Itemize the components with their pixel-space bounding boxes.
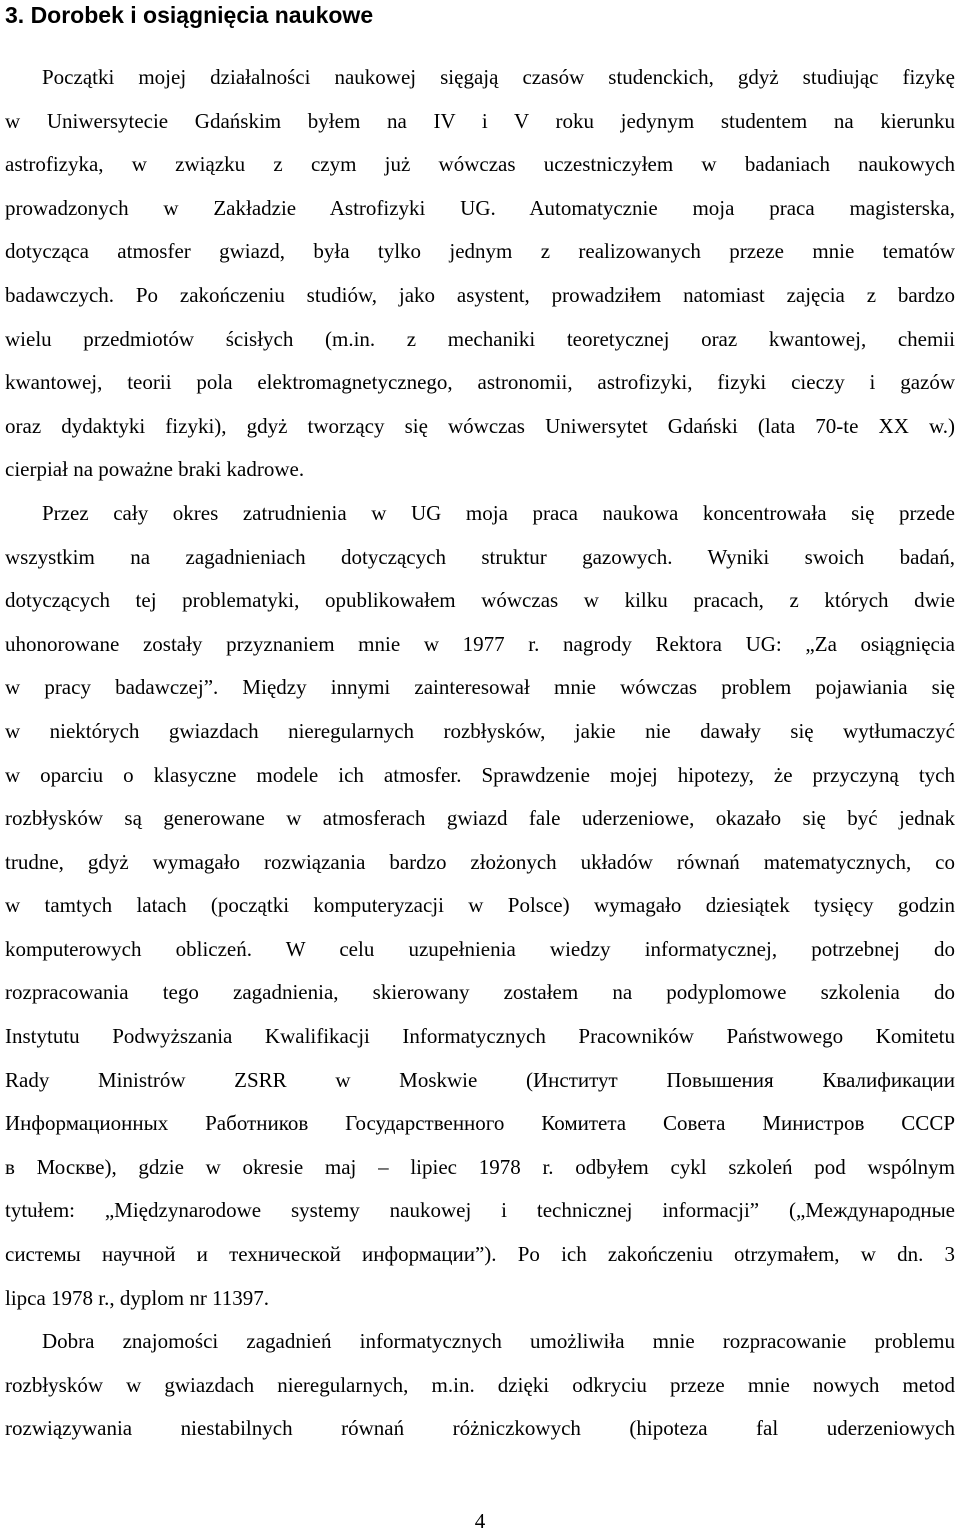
- text-line: astrofizyka, w związku z czym już wówczas uczestniczyłem w badaniach naukowych: [5, 152, 955, 177]
- text-line: prowadzonych w Zakładzie Astrofizyki UG. Automatycznie moja praca magisterska,: [5, 195, 955, 220]
- text-line: w oparciu o klasyczne modele ich atmosfer. Sprawdzenie mojej hipotezy, że przyczyną tych: [5, 762, 955, 787]
- text-line: в Москве), gdzie w okresie maj – lipiec 1978 r. odbyłem cykl szkoleń pod wspólnym: [5, 1154, 955, 1179]
- text-line: trudne, gdyż wymagało rozwiązania bardzo złożonych układów równań matematycznych, co: [5, 849, 955, 874]
- paragraph-1: [5, 56, 955, 492]
- text-line: lipca 1978 r., dyplom nr 11397.: [5, 1285, 270, 1310]
- text-line: Dobra znajomości zagadnień informatycznych umożliwiła mnie rozpracowanie problemu: [42, 1329, 955, 1354]
- text-line: badawczych. Po zakończeniu studiów, jako asystent, prowadziłem natomiast zajęcia z bardzo: [5, 282, 955, 307]
- paragraph-3: [5, 1320, 955, 1451]
- text-line: wielu przedmiotów ścisłych (m.in. z mechaniki teoretycznej oraz kwantowej, chemii: [5, 326, 955, 351]
- text-line: wszystkim na zagadnieniach dotyczących struktur gazowych. Wyniki swoich badań,: [5, 544, 955, 569]
- text-line: w Uniwersytecie Gdańskim byłem na IV i V roku jedynym studentem na kierunku: [5, 108, 955, 133]
- text-line: Początki mojej działalności naukowej sięgają czasów studenckich, gdyż studiując fizykę: [42, 65, 955, 89]
- text-line: dotyczących tej problematyki, opublikowałem wówczas w kilku pracach, z których dwie: [5, 588, 955, 613]
- text-line: Rady Ministrów ZSRR w Moskwie (Институт Повышения Квалификации: [5, 1067, 955, 1092]
- body-text: [5, 56, 955, 1451]
- text-line: w pracy badawczej”. Między innymi zainteresował mnie wówczas problem pojawiania się: [5, 675, 955, 700]
- text-line: oraz dydaktyki fizyki), gdyż tworzący się wówczas Uniwersytet Gdański (lata 70-te XX w.): [5, 413, 955, 438]
- text-line: uhonorowane zostały przyznaniem mnie w 1977 r. nagrody Rektora UG: „Za osiągnięcia: [5, 631, 955, 656]
- text-line: kwantowej, teorii pola elektromagnetycznego, astronomii, astrofizyki, fizyki cieczy i gazów: [5, 370, 955, 395]
- text-line: rozwiązywania niestabilnych równań różniczkowych (hipoteza fal uderzeniowych: [5, 1416, 955, 1441]
- text-line: komputerowych obliczeń. W celu uzupełnienia wiedzy informatycznej, potrzebnej do: [5, 936, 955, 961]
- text-line: w niektórych gwiazdach nieregularnych rozbłysków, jakie nie dawały się wytłumaczyć: [5, 718, 955, 743]
- text-line: rozbłysków są generowane w atmosferach gwiazd fale uderzeniowe, okazało się być jednak: [5, 806, 955, 831]
- section-heading: 3. Dorobek i osiągnięcia naukowe: [5, 2, 374, 28]
- text-line: rozbłysków w gwiazdach nieregularnych, m.in. dzięki odkryciu przeze mnie nowych metod: [5, 1372, 955, 1397]
- text-line: системы научной и технической информации”). Po ich zakończeniu otrzymałem, w dn. 3: [5, 1242, 955, 1267]
- paragraph-2: [5, 492, 955, 1320]
- text-line: tytułem: „Międzynarodowe systemy naukowej i technicznej informacji” („Международные: [5, 1198, 955, 1223]
- text-line: Instytutu Podwyższania Kwalifikacji Informatycznych Pracowników Państwowego Komitetu: [5, 1024, 955, 1049]
- text-line: Przez cały okres zatrudnienia w UG moja praca naukowa koncentrowała się przede: [42, 500, 955, 525]
- text-line: Информационных Работников Государственного Комитета Совета Министров СССР: [5, 1111, 955, 1136]
- text-line: rozpracowania tego zagadnienia, skierowany zostałem na podyplomowe szkolenia do: [5, 980, 955, 1005]
- page-number: 4: [474, 1509, 486, 1533]
- text-line: w tamtych latach (początki komputeryzacji w Polsce) wymagało dziesiątek tysięcy godzin: [5, 893, 955, 918]
- text-line: cierpiał na poważne braki kadrowe.: [5, 457, 305, 482]
- text-line: dotycząca atmosfer gwiazd, była tylko jednym z realizowanych przeze mnie tematów: [5, 239, 955, 264]
